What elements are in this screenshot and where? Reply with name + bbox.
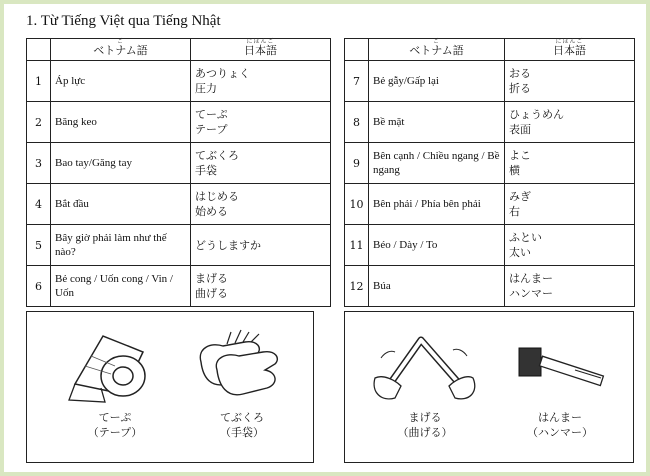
table-row xyxy=(27,61,331,102)
header-japanese: にほんご 日本語 xyxy=(191,39,331,61)
vietnamese-term: Bao tay/Găng tay xyxy=(51,143,191,184)
row-number: 6 xyxy=(27,266,51,307)
row-number: 3 xyxy=(27,143,51,184)
vietnamese-term: Bề mặt xyxy=(369,102,505,143)
bending-bar-icon xyxy=(365,322,485,406)
japanese-term: てぶくろ 手袋 xyxy=(191,143,331,184)
japanese-term: まげる 曲げる xyxy=(191,266,331,307)
vietnamese-term: Bên cạnh / Chiều ngang / Bề ngang xyxy=(369,143,505,184)
japanese-term: はんまー ハンマー xyxy=(505,266,635,307)
header-num xyxy=(345,39,369,61)
table-row xyxy=(345,102,635,143)
tape-figure xyxy=(65,322,165,440)
japanese-term: ひょうめん 表面 xyxy=(505,102,635,143)
vietnamese-term: Búa xyxy=(369,266,505,307)
table-row xyxy=(345,266,635,307)
header-japanese: にほんご 日本語 xyxy=(505,39,635,61)
table-row xyxy=(27,102,331,143)
vietnamese-term: Áp lực xyxy=(51,61,191,102)
picture-box-left xyxy=(26,311,314,463)
caption-kanji: （曲げる） xyxy=(397,426,453,439)
header-num xyxy=(27,39,51,61)
row-number: 2 xyxy=(27,102,51,143)
row-number: 8 xyxy=(345,102,369,143)
gloves-icon xyxy=(187,322,297,406)
gloves-figure xyxy=(187,322,297,440)
row-number: 12 xyxy=(345,266,369,307)
table-row xyxy=(345,225,635,266)
table-row xyxy=(27,266,331,307)
tape-roll-icon xyxy=(65,322,165,406)
vocab-table-right xyxy=(344,38,635,307)
table-row xyxy=(27,184,331,225)
vietnamese-term: Bây giờ phải làm như thế nào? xyxy=(51,225,191,266)
hammer-icon xyxy=(505,322,615,406)
table-row xyxy=(345,61,635,102)
row-number: 7 xyxy=(345,61,369,102)
caption-kana: まげる xyxy=(408,411,442,424)
row-number: 11 xyxy=(345,225,369,266)
section-heading: 1. Từ Tiếng Việt qua Tiếng Nhật xyxy=(26,13,221,29)
vietnamese-term: Băng keo xyxy=(51,102,191,143)
caption-kana: はんまー xyxy=(538,411,582,424)
japanese-term: あつりょく 圧力 xyxy=(191,61,331,102)
hammer-figure xyxy=(505,322,615,440)
bending-figure xyxy=(365,322,485,440)
table-row xyxy=(27,143,331,184)
row-number: 1 xyxy=(27,61,51,102)
caption-kanji: （テープ） xyxy=(87,426,143,439)
header-vietnamese: ご ベトナム語 xyxy=(369,39,505,61)
table-header-row xyxy=(27,39,331,61)
vietnamese-term: Bẻ gẫy/Gấp lại xyxy=(369,61,505,102)
picture-box-right xyxy=(344,311,634,463)
row-number: 4 xyxy=(27,184,51,225)
vietnamese-term: Bẻ cong / Uốn cong / Vin / Uốn xyxy=(51,266,191,307)
caption-kana: てぶくろ xyxy=(220,411,264,424)
table-row xyxy=(27,225,331,266)
header-vietnamese: ご ベトナム語 xyxy=(51,39,191,61)
table-row xyxy=(345,143,635,184)
vietnamese-term: Bắt đầu xyxy=(51,184,191,225)
row-number: 5 xyxy=(27,225,51,266)
japanese-term: てーぷ テープ xyxy=(191,102,331,143)
vocab-table-left xyxy=(26,38,331,307)
japanese-term: ふとい 太い xyxy=(505,225,635,266)
japanese-term: おる 折る xyxy=(505,61,635,102)
row-number: 10 xyxy=(345,184,369,225)
caption-kana: てーぷ xyxy=(98,411,132,424)
table-header-row xyxy=(345,39,635,61)
japanese-term: みぎ 右 xyxy=(505,184,635,225)
japanese-term: はじめる 始める xyxy=(191,184,331,225)
table-row xyxy=(345,184,635,225)
japanese-term: よこ 横 xyxy=(505,143,635,184)
row-number: 9 xyxy=(345,143,369,184)
japanese-term: どうしますか xyxy=(191,225,331,266)
vietnamese-term: Béo / Dày / To xyxy=(369,225,505,266)
caption-kanji: （ハンマー） xyxy=(527,426,593,439)
caption-kanji: （手袋） xyxy=(220,426,264,439)
vietnamese-term: Bên phải / Phía bên phải xyxy=(369,184,505,225)
